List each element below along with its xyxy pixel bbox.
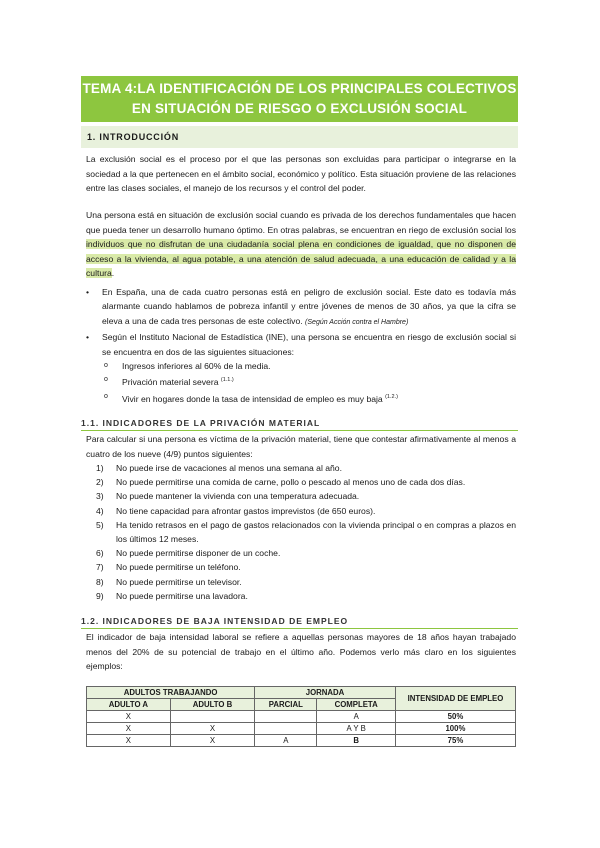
header-parcial: PARCIAL [255,699,317,711]
list-item: 8) No puede permitirse un televisor. [96,576,242,587]
circle-bullet-icon: o [104,392,108,400]
bullet-item-ine: • Según el Instituto Nacional de Estadística (INE), una persona se encuentra en riesgo de exclusión social si se encuentra en dos de las siguientes situaciones: [86,332,516,357]
circle-bullet-icon: o [104,362,108,370]
sub-item: o Vivir en hogares donde la tasa de intensidad de empleo es muy baja $^{(1.2.)}$ [86,390,516,406]
section-privacion-heading: 1.1. INDICADORES DE LA PRIVACIÓN MATERIAL [81,418,518,431]
table-row: X A 50% [87,711,516,723]
privacion-list [96,461,516,603]
list-item: 6) No puede permitirse disponer de un coche. [96,548,281,559]
header-jornada: JORNADA [255,687,396,699]
intro-paragraph-1: La exclusión social es el proceso por el que las personas son excluidas para participar o integrarse en la sociedad a la que pertenecen en el ámbito social, económico y político. Esta situación proviene de las relaciones entre las clases sociales, el manejo de los recursos y el control del poder. [86,154,516,194]
list-item: 1) No puede irse de vacaciones al menos una semana al año. [96,463,342,473]
header-completa: COMPLETA [317,699,395,711]
bullet-icon: • [86,332,90,343]
list-item: 5) Ha tenido retrasos en el pago de gastos relacionados con la vivienda principal o en compras a plazos en los últimos 12 meses. [96,519,516,545]
section-baja-intensidad-heading: 1.2. INDICADORES DE BAJA INTENSIDAD DE EMPLEO [81,616,518,629]
list-item: 3) No puede mantener la vivienda con una temperatura adecuada. [96,491,360,502]
table-row: X X A Y B 100% [87,723,516,735]
circle-bullet-icon: o [104,376,108,384]
bullet-icon: • [86,287,90,297]
bullet-list [86,285,516,406]
list-item: 4) No tiene capacidad para afrontar gastos imprevistos (de 650 euros). [96,505,376,516]
document-title: TEMA 4:LA IDENTIFICACIÓN DE LOS PRINCIPALES COLECTIVOS EN SITUACIÓN DE RIESGO O EXCLUSIÓN SOCIAL [81,76,518,122]
header-adulto-a: ADULTO A [87,699,171,711]
header-intensidad: INTENSIDAD DE EMPLEO [395,687,515,711]
highlighted-text: individuos que no disfrutan de una ciudadanía social plena en condiciones de igualdad, que no disponen de acceso a la vivienda, al agua potable, a una atención de salud adecuada, a una educación de calidad y a la cultura [86,239,516,279]
sub-item: o Privación material severa $^{(1.1.)}$ [86,373,516,389]
table-row: X X A B 75% [87,735,516,747]
bullet-item-espana: • En España, una de cada cuatro personas está en peligro de exclusión social. Este dato es todavía más alarmante cuando hablamos de pobreza infantil y entre jóvenes de menos de 30 años, ya que la cifra se eleva a una de cada tres personas de este colectivo. (Según Acción contra el Hambre) [86,287,516,326]
privacion-paragraph: Para calcular si una persona es víctima de la privación material, tiene que contestar afirmativamente al menos a cuatro de los nueve (4/9) puntos siguientes: [86,434,516,459]
section-introduccion-heading: 1. INTRODUCCIÓN [81,126,518,148]
list-item: 7) No puede permitirse un teléfono. [96,562,241,573]
list-item: 2) No puede permitirse una comida de carne, pollo o pescado al menos uno de cada dos días. [96,477,466,488]
baja-intensidad-paragraph: El indicador de baja intensidad laboral se refiere a aquellas personas mayores de 18 años hayan trabajado menos del 20% de su potencial de trabajo en el último año. Podemos verlo más claro en los siguientes ejemplos: [86,632,516,672]
sub-item: o Ingresos inferiores al 60% de la media. [86,359,516,373]
header-adulto-b: ADULTO B [170,699,254,711]
intensidad-table [86,686,516,747]
list-item: 9) No puede permitirse una lavadora. [96,590,248,601]
intro-paragraph-2: Una persona está en situación de exclusión social cuando es privada de los derechos fundamentales que hacen que pueda tener un desarrollo humano óptimo. En otras palabras, se encuentran en riego de exclusión social los individuos que no disfrutan de una ciudadanía social plena en condiciones de igualdad, que no disponen de acceso a la vivienda, al agua potable, a una atención de salud adecuada, a una educación de calidad y a la cultura. [86,210,516,279]
header-adultos: ADULTOS TRABAJANDO [87,687,255,699]
